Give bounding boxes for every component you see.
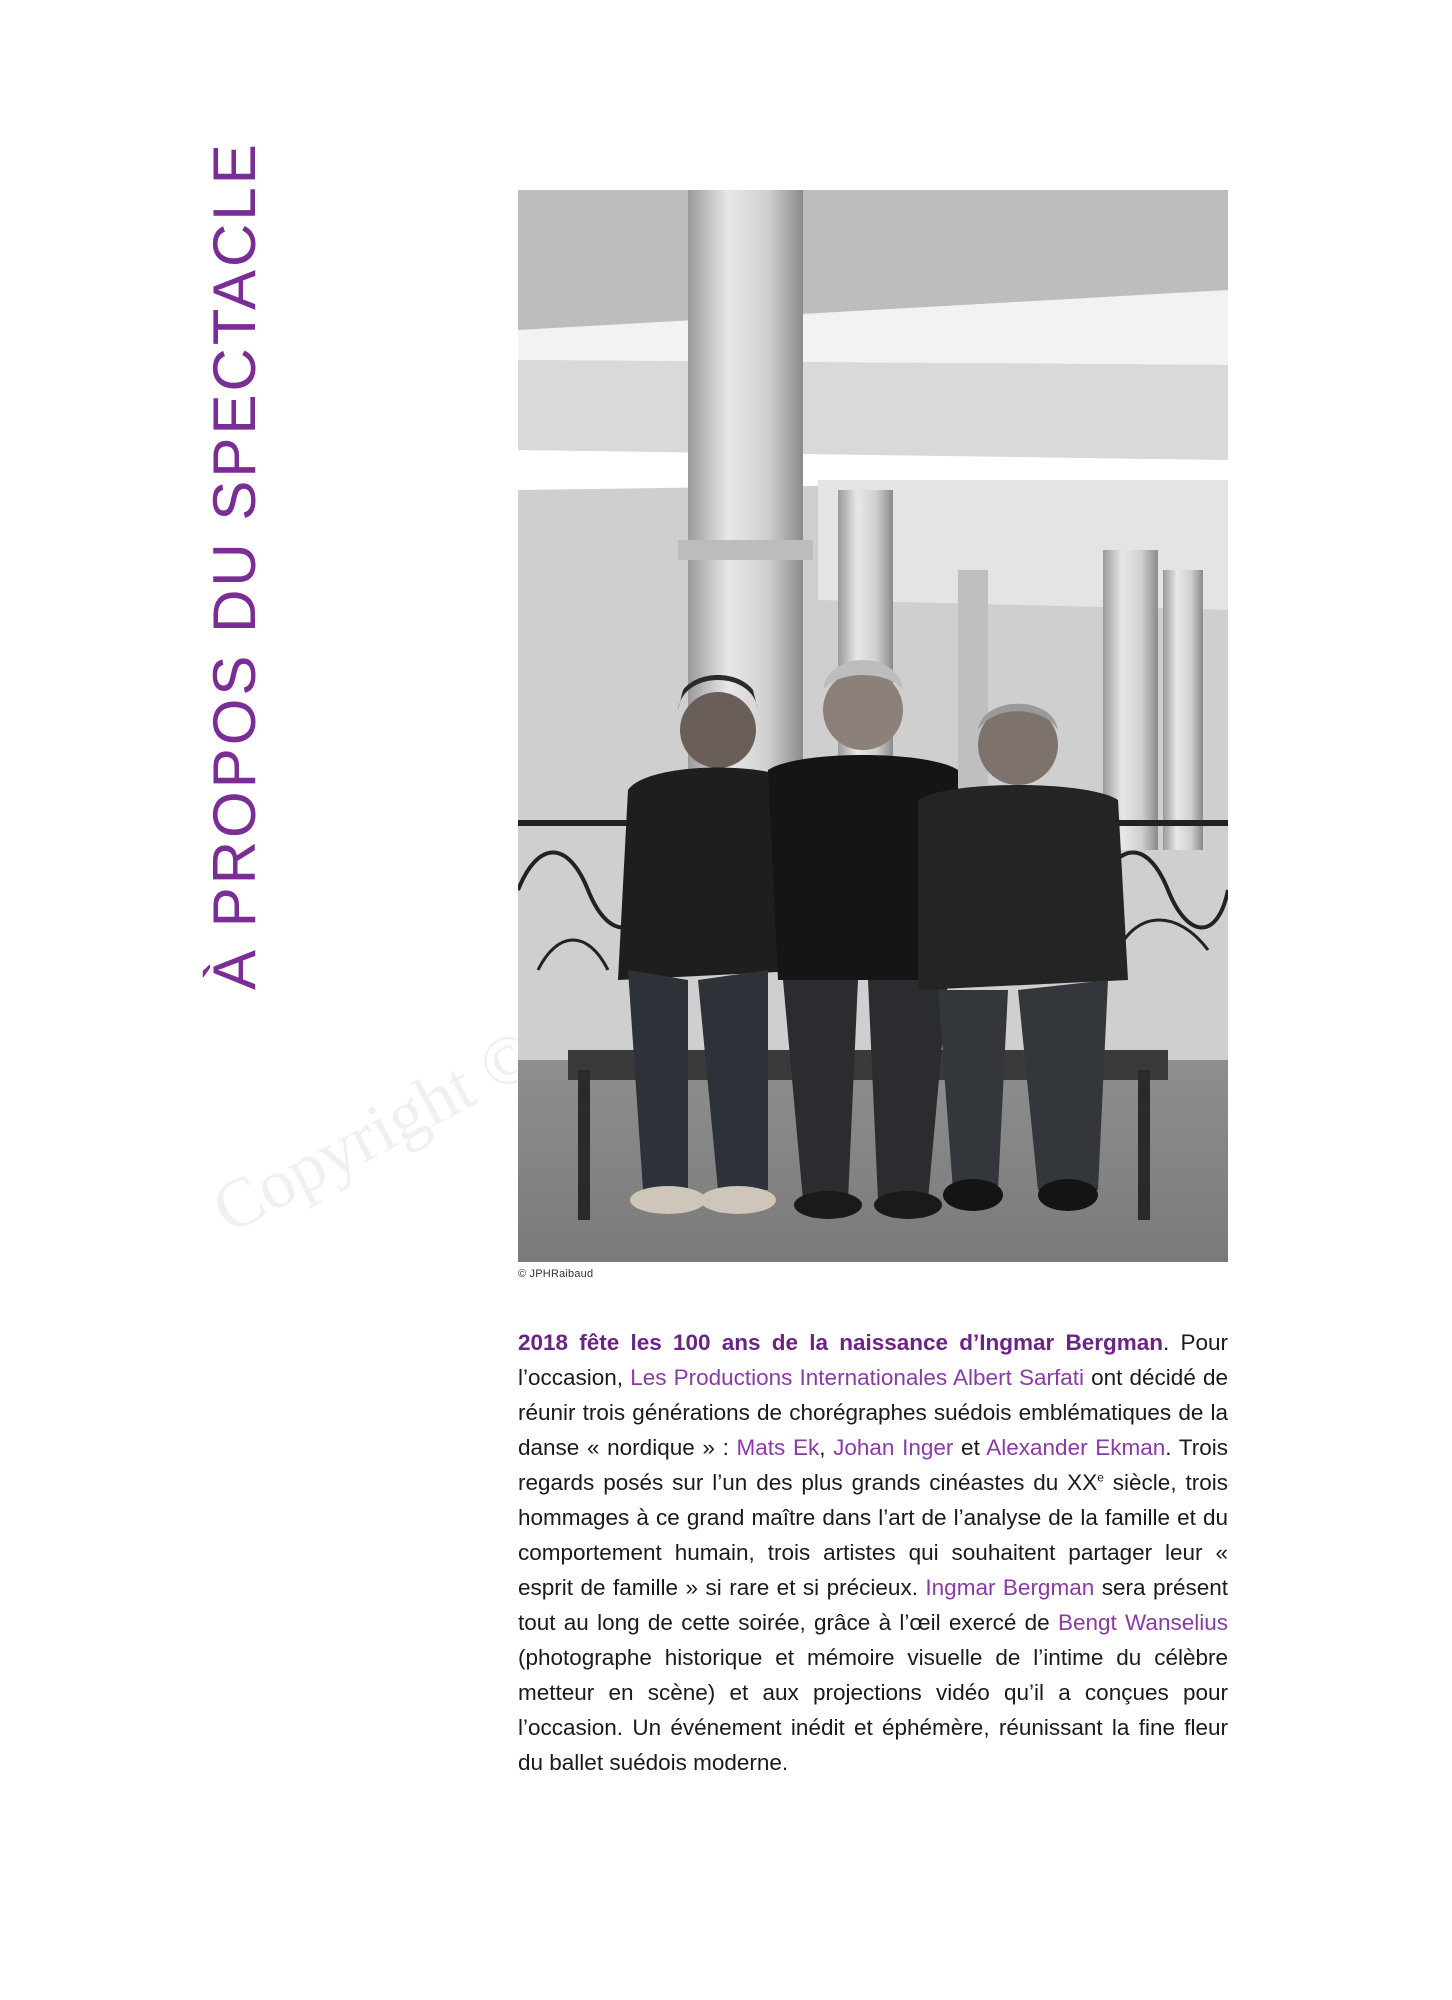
photographer-name: Bengt Wanselius <box>1057 1610 1228 1635</box>
text-segment: . Trois regards posés sur l’un des plus grands cinéastes du XX <box>518 1435 1228 1495</box>
group-photo <box>518 190 1228 1262</box>
choreographer-name: Mats Ek <box>736 1435 820 1460</box>
description-paragraph <box>518 1325 1228 1780</box>
text-segment: . Pour l’occasion, <box>518 1330 1228 1390</box>
century-superscript: e <box>1097 1470 1104 1485</box>
choreographer-name: Alexander Ekman <box>986 1435 1166 1460</box>
copyright-watermark: Copyright © <box>200 1014 550 1249</box>
text-segment: sera présent tout au long de cette soirée, grâce à l’œil exercé de <box>518 1575 1228 1635</box>
text-segment: , <box>819 1435 834 1460</box>
text-segment: ont décidé de réunir trois générations de chorégraphes suédois emblématiques de la danse « nordique » : <box>518 1365 1228 1460</box>
photo-credit: © JPHRaibaud <box>518 1268 594 1280</box>
lead-sentence: 2018 fête les 100 ans de la naissance d’Ingmar Bergman <box>518 1330 1163 1355</box>
director-name: Ingmar Bergman <box>925 1575 1095 1600</box>
text-segment: siècle, trois hommages à ce grand maître dans l’art de l’analyse de la famille et du comportement humain, trois artistes qui souhaitent partager leur « esprit de famille » si rare et si précieux. <box>518 1470 1228 1600</box>
company-name: Les Productions Internationales Albert Sarfati <box>630 1365 1084 1390</box>
text-segment: (photographe historique et mémoire visuelle de l’intime du célèbre metteur en scène) et aux projections vidéo qu’il a conçues pour l’occasion. Un événement inédit et éphémère, réunissant la fine fleur du ballet suédois moderne. <box>518 1645 1228 1775</box>
section-title: À PROPOS DU SPECTACLE <box>201 141 268 990</box>
text-segment: et <box>953 1435 987 1460</box>
choreographer-name: Johan Inger <box>833 1435 954 1460</box>
